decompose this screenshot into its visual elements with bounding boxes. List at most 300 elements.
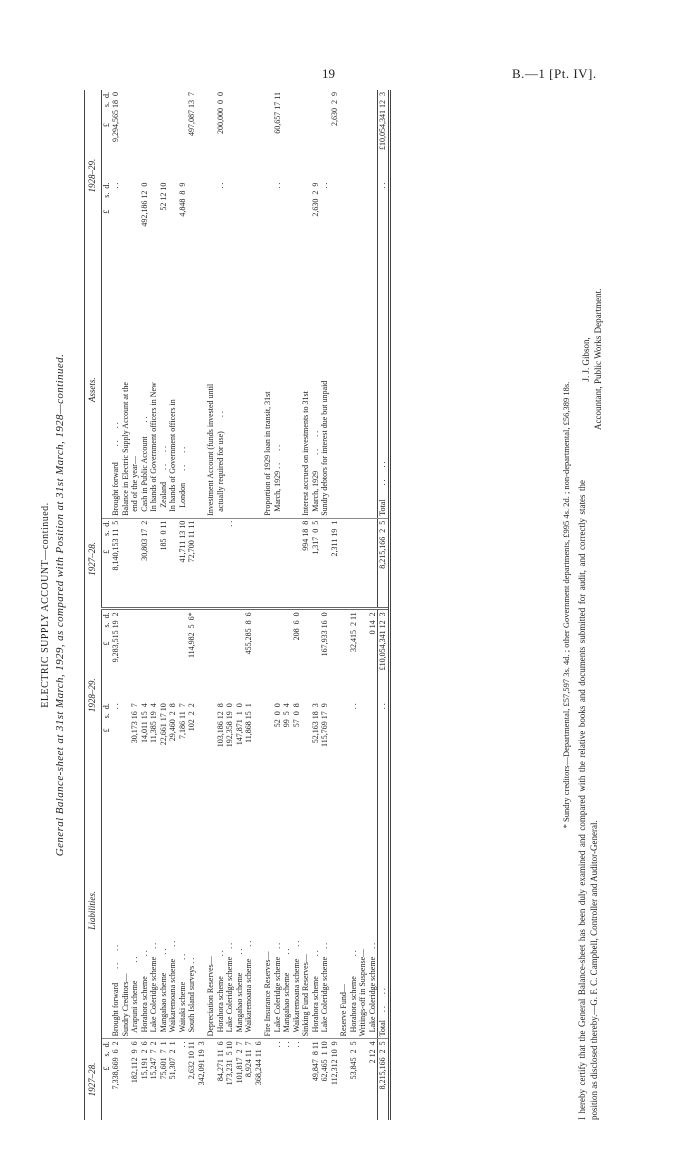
signature-block <box>580 289 604 430</box>
liab-curr-cell <box>282 609 292 701</box>
assets-desc-cell <box>254 261 264 518</box>
assets-prev-cell <box>339 518 349 599</box>
liab-sub-cell: 52 0 0 <box>272 703 282 728</box>
liab-sub-cell: . . <box>111 703 120 710</box>
table-row <box>197 90 207 1120</box>
assets-curr-cell <box>339 90 349 181</box>
liab-prev-cell <box>121 1039 131 1120</box>
assets-prev-cell <box>282 518 292 599</box>
liab-sub-cell: 7,186 11 7 <box>177 703 187 739</box>
liab-prev-cell: 15,191 2 6 <box>140 1039 150 1120</box>
assets-curr-cell: 60,657 17 11 <box>272 92 282 134</box>
assets-prev-cell <box>320 518 330 599</box>
assets-prev-cell <box>273 518 283 599</box>
column-separator <box>225 599 235 608</box>
table-row <box>254 90 264 1120</box>
liab-prev-cell: 101,817 2 7 <box>235 1039 245 1120</box>
assets-desc-cell: London . . . . <box>177 446 187 516</box>
column-separator <box>101 599 111 608</box>
liab-curr-cell <box>225 609 235 701</box>
assets-sub-cell <box>235 181 245 261</box>
column-separator <box>254 599 264 608</box>
assets-curr-cell <box>244 90 254 181</box>
signatory-name: J. J. Gibson, <box>581 337 591 382</box>
assets-curr-cell: 497,087 13 7 <box>187 92 196 136</box>
assets-curr-cell <box>206 90 216 181</box>
liab-curr-cell <box>330 609 340 701</box>
assets-prev-cell: 185 0 11 <box>159 518 169 599</box>
assets-desc-cell <box>197 261 207 518</box>
liab-prev-cell: 368,244 11 6 <box>254 1039 264 1120</box>
liab-sub-cell <box>339 701 349 781</box>
assets-desc-cell: In hands of Government officers in New <box>149 382 158 516</box>
liab-desc-cell: Fire Insurance Reserves— <box>263 951 272 1037</box>
assets-sub-cell <box>187 181 197 261</box>
assets-sub-cell: 52 12 10 <box>158 182 168 211</box>
table-row <box>206 90 216 1120</box>
assets-desc-cell: March, 1929 . . . . <box>272 444 282 516</box>
liab-desc-cell <box>254 782 264 1039</box>
assets-curr-cell <box>235 90 245 181</box>
column-separator <box>320 599 330 608</box>
liab-curr-cell: 167,933 16 0 <box>320 609 330 701</box>
column-separator <box>130 599 140 608</box>
assets-desc-cell: Sundry debtors for interest due but unpaid <box>320 380 329 516</box>
assets-prev-cell <box>197 518 207 599</box>
column-separator <box>330 599 340 608</box>
column-separator <box>140 599 150 608</box>
assets-desc-cell <box>349 261 359 518</box>
assets-sub-cell <box>339 181 349 261</box>
assets-desc-cell: actually required for use) . . <box>215 411 225 516</box>
liab-prev-cell: . . <box>282 1039 292 1120</box>
assets-prev-cell: 2,311 19 1 <box>330 518 340 599</box>
assets-prev-cell <box>368 518 378 599</box>
liab-curr-cell <box>149 609 159 701</box>
assets-total-label: Total . . . . <box>378 261 390 518</box>
account-title: ELECTRIC SUPPLY ACCOUNT—continued. <box>40 502 51 708</box>
liab-sub-cell <box>330 701 340 781</box>
liab-prev-cell: 7,338,669 6 2 <box>111 1039 121 1120</box>
liab-prev-cell: 53,845 2 5 <box>349 1039 359 1120</box>
liab-sub-cell: 30,173 16 7 <box>130 703 139 744</box>
balance-sheet-title: General Balance-sheet at 31st March, 1929, as compared with Position at 31st March, 1928—continued. <box>54 353 66 857</box>
assets-sub-cell <box>254 181 264 261</box>
liab-curr-cell <box>301 609 311 701</box>
liab-desc-cell: Horahora scheme . . <box>348 950 358 1037</box>
table-row <box>301 90 311 1120</box>
assets-desc-cell <box>339 261 349 518</box>
column-separator <box>282 599 292 608</box>
liab-curr-cell: 32,415 2 11 <box>349 609 359 701</box>
assets-sub-cell: 2,630 2 9 <box>310 182 320 217</box>
liab-sub-cell <box>301 701 311 781</box>
table-row <box>339 90 349 1120</box>
column-separator <box>159 599 169 608</box>
liab-curr-total: £10,054,341 12 3 <box>378 609 390 701</box>
liab-prev-cell <box>263 1039 273 1120</box>
liab-sub-cell <box>206 701 216 781</box>
assets-prev-cell: £ s. d. <box>101 518 111 599</box>
header-assets: Assets. <box>85 261 102 518</box>
column-separator <box>292 599 302 608</box>
assets-sub-cell <box>121 181 131 261</box>
liab-desc-cell: Mangahao scheme . . <box>234 948 244 1037</box>
assets-curr-cell <box>130 90 140 181</box>
assets-sub-cell: . . <box>215 182 225 189</box>
assets-prev-cell: 8,140,153 11 5 <box>111 518 121 599</box>
column-separator <box>168 599 178 608</box>
assets-desc-cell: Brought forward . . . . <box>111 422 120 516</box>
column-separator <box>206 599 216 608</box>
assets-prev-cell <box>349 518 359 599</box>
table-row <box>320 90 330 1120</box>
table-row <box>168 90 178 1120</box>
assets-prev-cell <box>168 518 178 599</box>
header-assets-curr: 1928–29. <box>85 90 102 261</box>
liab-curr-cell: 0 14 2 <box>368 609 378 701</box>
table-row <box>101 90 111 1120</box>
assets-curr-cell <box>358 90 368 181</box>
liab-curr-cell <box>206 609 216 701</box>
table-row <box>140 90 150 1120</box>
assets-curr-cell <box>121 90 131 181</box>
liab-curr-cell <box>130 609 140 701</box>
assets-prev-total: 8,215,166 2 5 <box>378 518 390 599</box>
assets-prev-cell <box>149 518 159 599</box>
assets-sub-cell: £ s. d. <box>101 182 111 214</box>
column-separator <box>235 599 245 608</box>
liab-desc-cell <box>197 782 207 1039</box>
assets-sub-cell <box>330 181 340 261</box>
assets-desc-cell: Proportion of 1929 loan in transit, 31st <box>263 391 272 516</box>
liab-sub-cell: . . <box>348 703 358 710</box>
assets-curr-cell <box>311 90 321 181</box>
liab-desc-cell: Writings-off in Suspense— <box>358 948 367 1037</box>
assets-desc-cell: March, 1929 . . . . <box>310 430 320 516</box>
header-liab-curr: 1928–29. <box>85 609 102 782</box>
liab-sub-cell: 103,186 12 8 <box>215 703 225 748</box>
liab-desc-cell: Lake Coleridge scheme . . <box>320 942 329 1037</box>
assets-prev-cell <box>244 518 254 599</box>
assets-prev-cell <box>358 518 368 599</box>
liab-curr-cell <box>121 609 131 701</box>
liab-sub-cell <box>254 701 264 781</box>
liab-prev-cell: 15,247 7 2 <box>149 1039 159 1120</box>
liab-total-label: Total . . . . <box>378 782 390 1039</box>
assets-sub-cell <box>292 181 302 261</box>
liab-prev-total: 8,215,166 2 5 <box>378 1039 390 1120</box>
assets-desc-cell: Investment Account (funds invested until <box>206 383 215 516</box>
column-separator <box>216 599 226 608</box>
table-row <box>368 90 378 1120</box>
liab-sub-cell: 52,163 18 3 <box>310 703 320 744</box>
liab-desc-cell: Waikaremoana scheme . . <box>244 940 253 1037</box>
liab-prev-cell: 8,924 11 7 <box>244 1039 254 1120</box>
assets-sub-cell: . . <box>272 182 282 189</box>
table-row <box>178 90 188 1120</box>
assets-desc-cell <box>292 261 302 518</box>
liab-sub-cell: 22,661 17 10 <box>158 703 168 746</box>
assets-sub-cell <box>206 181 216 261</box>
liab-curr-cell <box>168 609 178 701</box>
liab-desc-cell: Horahora scheme . . <box>310 950 320 1037</box>
assets-curr-cell <box>292 90 302 181</box>
liab-desc-cell: Mangahao scheme . . <box>282 948 291 1037</box>
liab-curr-cell <box>263 609 273 701</box>
assets-desc-cell <box>225 261 235 518</box>
table-row <box>235 90 245 1120</box>
column-separator <box>301 599 311 608</box>
table-row <box>187 90 197 1120</box>
totals-row <box>378 90 390 1120</box>
liab-curr-cell <box>178 609 188 701</box>
liab-prev-cell: . . <box>178 1039 188 1120</box>
assets-curr-cell <box>301 90 311 181</box>
assets-prev-cell: 994 18 8 <box>301 518 311 599</box>
liab-curr-cell <box>273 609 283 701</box>
table-row <box>149 90 159 1120</box>
column-separator <box>149 599 159 608</box>
liab-desc-cell: Horahora scheme . . <box>215 950 225 1037</box>
liab-prev-cell: 62,465 1 10 <box>320 1039 330 1120</box>
liab-curr-cell <box>235 609 245 701</box>
assets-desc-cell: Interest accrued on investments to 31st <box>301 391 310 516</box>
assets-curr-total: £10,054,341 12 3 <box>378 90 390 181</box>
liab-prev-cell: 2,632 10 11 <box>187 1039 197 1120</box>
liab-desc-cell: Horahora scheme . . <box>139 950 149 1037</box>
assets-desc-cell <box>235 261 245 518</box>
assets-curr-cell <box>349 90 359 181</box>
liab-sub-cell <box>358 701 368 781</box>
liab-curr-cell <box>159 609 169 701</box>
liab-desc-cell: Lake Coleridge scheme . . <box>149 942 158 1037</box>
assets-curr-cell: 200,000 0 0 <box>215 92 225 134</box>
assets-prev-cell <box>292 518 302 599</box>
assets-desc-cell: Cash in Public Account . . <box>139 416 149 516</box>
liab-sub-cell: 147,871 1 0 <box>234 703 244 746</box>
table-row <box>282 90 292 1120</box>
assets-curr-cell <box>263 90 273 181</box>
assets-sub-cell <box>225 181 235 261</box>
liab-sub-cell: 57 0 8 <box>291 703 301 728</box>
liab-prev-cell: 84,271 11 6 <box>216 1039 226 1120</box>
footnote: * Sundry creditors—Departmental, £57,597 3s. 4d. ; other Government departments, £995 4s. 2d. ; non-departmental, £56,389 18s. <box>561 381 571 829</box>
liab-desc-cell <box>330 782 340 1039</box>
liab-desc-cell: Sinking Fund Reserves— <box>301 954 310 1037</box>
column-separator <box>311 599 321 608</box>
assets-curr-cell <box>320 90 330 181</box>
table-row <box>159 90 169 1120</box>
liab-prev-cell: 51,307 2 1 <box>168 1039 178 1120</box>
table-row <box>358 90 368 1120</box>
liab-sub-cell <box>368 701 378 781</box>
liab-desc-cell: Arapuni scheme . . <box>130 956 139 1037</box>
liab-prev-cell: 342,091 19 3 <box>197 1039 207 1120</box>
assets-prev-cell <box>130 518 140 599</box>
column-separator <box>197 599 207 608</box>
column-separator <box>273 599 283 608</box>
liab-sub-cell: 115,769 17 9 <box>320 703 329 747</box>
assets-curr-cell <box>149 90 159 181</box>
assets-prev-cell <box>263 518 273 599</box>
liab-sub-cell: 11,868 15 1 <box>244 703 253 743</box>
liab-prev-cell <box>358 1039 368 1120</box>
liab-desc-cell: Waikaremoana scheme . . <box>291 940 301 1037</box>
assets-sub-cell <box>349 181 359 261</box>
assets-curr-cell <box>254 90 264 181</box>
assets-curr-cell: 2,630 2 9 <box>329 92 339 126</box>
liab-sub-cell: 14,011 15 4 <box>139 703 149 743</box>
liab-sub-cell: 11,385 19 4 <box>149 703 158 743</box>
assets-sub-cell <box>149 181 159 261</box>
assets-curr-cell <box>178 90 188 181</box>
liab-desc-cell: Reserve Fund— <box>339 984 348 1037</box>
table-row <box>330 90 340 1120</box>
header-assets-prev: 1927–28. <box>85 518 102 599</box>
assets-sub-cell <box>368 181 378 261</box>
column-separator <box>339 599 349 608</box>
liab-desc-cell <box>101 782 111 1039</box>
table-row <box>349 90 359 1120</box>
assets-curr-cell <box>159 90 169 181</box>
column-separator <box>368 599 378 608</box>
liab-curr-cell <box>339 609 349 701</box>
assets-desc-cell <box>244 261 254 518</box>
assets-desc-cell <box>187 261 197 518</box>
liab-desc-cell: Lake Coleridge scheme . . <box>367 942 377 1037</box>
liab-desc-cell: Waikaremoana scheme . . <box>168 940 177 1037</box>
liab-sub-total: . . <box>378 701 390 781</box>
liab-prev-cell <box>301 1039 311 1120</box>
assets-desc-cell: Zealand . . . . <box>158 446 168 516</box>
liab-prev-cell <box>206 1039 216 1120</box>
liab-desc-cell: Mangahao scheme . . <box>158 948 168 1037</box>
assets-curr-cell <box>368 90 378 181</box>
assets-curr-cell <box>282 90 292 181</box>
liab-curr-cell <box>358 609 368 701</box>
table-row <box>273 90 283 1120</box>
assets-curr-cell <box>225 90 235 181</box>
liab-prev-cell: 182,112 9 6 <box>130 1039 140 1120</box>
liab-prev-cell: 75,601 7 1 <box>159 1039 169 1120</box>
liab-sub-cell <box>263 701 273 781</box>
assets-sub-cell <box>301 181 311 261</box>
assets-prev-cell <box>235 518 245 599</box>
column-separator <box>187 599 197 608</box>
table-row <box>263 90 273 1120</box>
assets-desc-cell: In hands of Government officers in <box>168 399 177 516</box>
table-row <box>130 90 140 1120</box>
liab-curr-cell: £ s. d. <box>101 609 111 701</box>
column-separator <box>378 599 390 608</box>
page-number: 19 <box>322 66 335 81</box>
table-row <box>111 90 121 1120</box>
assets-prev-cell <box>121 518 131 599</box>
liab-curr-cell: 9,283,515 19 2 <box>111 609 121 701</box>
liab-curr-cell <box>311 609 321 701</box>
notes-section <box>560 90 603 1120</box>
assets-curr-cell: £ s. d. <box>101 92 111 128</box>
liab-curr-cell: 455,285 8 6 <box>244 609 254 701</box>
liab-curr-cell <box>216 609 226 701</box>
assets-desc-cell <box>368 261 378 518</box>
liab-prev-cell: . . <box>292 1039 302 1120</box>
liab-prev-cell: . . <box>273 1039 283 1120</box>
liab-sub-cell: 102 2 2 <box>187 703 196 732</box>
assets-prev-cell <box>206 518 216 599</box>
liab-sub-cell <box>197 701 207 781</box>
assets-sub-cell: 4,848 8 9 <box>177 182 187 217</box>
balance-sheet-rows <box>101 90 378 1120</box>
assets-curr-cell <box>197 90 207 181</box>
liab-sub-cell: 192,358 19 0 <box>225 703 234 748</box>
assets-sub-cell: . . <box>111 182 120 189</box>
table-row <box>311 90 321 1120</box>
liab-sub-cell: 99 5 4 <box>282 703 291 728</box>
liab-prev-cell: 173,231 5 10 <box>225 1039 235 1120</box>
assets-prev-cell: 72,700 11 11 <box>187 518 197 599</box>
liab-desc-cell: Lake Coleridge scheme . . <box>225 942 234 1037</box>
assets-sub-cell: . . <box>320 182 329 189</box>
assets-curr-cell: 9,294,565 18 0 <box>111 92 120 142</box>
sheet-reference: B.—1 [Pt. IV]. <box>512 66 597 81</box>
assets-curr-cell <box>140 90 150 181</box>
liab-desc-cell: Sundry Creditors— <box>120 973 130 1037</box>
liab-desc-cell: Brought forward . . . . <box>111 944 120 1037</box>
header-row <box>85 90 102 1120</box>
column-separator <box>358 599 368 608</box>
assets-prev-cell: 1,317 0 5 <box>311 518 321 599</box>
balance-sheet-table <box>84 90 391 1120</box>
liab-prev-cell: £ s. d. <box>101 1039 111 1120</box>
assets-sub-cell <box>197 181 207 261</box>
assets-sub-cell <box>130 181 140 261</box>
balance-sheet-page <box>40 90 660 1120</box>
assets-desc-cell <box>358 261 368 518</box>
assets-desc-cell: end of the year— <box>130 456 139 516</box>
header-liabilities: Liabilities. <box>85 782 102 1039</box>
liab-curr-cell: 208 6 0 <box>292 609 302 701</box>
column-separator <box>349 599 359 608</box>
liab-desc-cell: Depreciation Reserves— <box>206 956 215 1037</box>
liab-sub-cell <box>121 701 131 781</box>
assets-sub-total: . . <box>378 181 390 261</box>
assets-desc-cell <box>330 261 340 518</box>
assets-prev-cell <box>216 518 226 599</box>
assets-sub-cell <box>263 181 273 261</box>
signatory-title: Accountant, Public Works Department. <box>593 288 603 430</box>
liab-desc-cell: Lake Coleridge scheme . . <box>272 942 282 1037</box>
assets-curr-cell <box>168 90 178 181</box>
column-separator <box>121 599 131 608</box>
assets-desc-cell <box>101 261 111 518</box>
liab-desc-cell: Waitaki scheme . . <box>177 953 187 1037</box>
assets-prev-cell <box>254 518 264 599</box>
liab-prev-cell <box>339 1039 349 1120</box>
assets-desc-cell <box>282 261 292 518</box>
column-separator <box>263 599 273 608</box>
header-liab-prev: 1927–28. <box>85 1039 102 1120</box>
liab-sub-cell: £ s. d. <box>101 703 111 733</box>
liab-curr-cell: 114,982 5 6* <box>187 609 197 701</box>
assets-sub-cell <box>358 181 368 261</box>
assets-sub-cell <box>244 181 254 261</box>
assets-prev-cell: . . <box>225 518 235 599</box>
column-separator <box>178 599 188 608</box>
assets-sub-cell <box>282 181 292 261</box>
assets-prev-cell: 30,803 17 2 <box>140 518 150 599</box>
